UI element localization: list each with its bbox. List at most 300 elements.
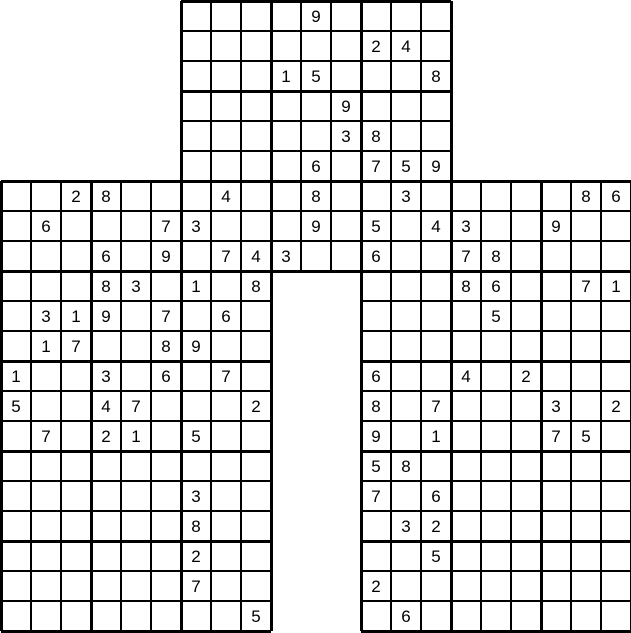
- sudoku-cell-r18-c9[interactable]: [241, 511, 271, 541]
- sudoku-cell-r16-c1[interactable]: [1, 451, 31, 481]
- sudoku-cell-r8-c1[interactable]: [1, 211, 31, 241]
- sudoku-cell-r15-c18[interactable]: [511, 421, 541, 451]
- sudoku-cell-r8-c18[interactable]: [511, 211, 541, 241]
- sudoku-cell-r13-c14[interactable]: [391, 361, 421, 391]
- sudoku-cell-r8-c9[interactable]: [241, 211, 271, 241]
- sudoku-cell-r14-c8[interactable]: [211, 391, 241, 421]
- sudoku-cell-r14-c1[interactable]: 5: [1, 391, 31, 421]
- sudoku-cell-r13-c16[interactable]: 4: [451, 361, 481, 391]
- sudoku-cell-r3-c8[interactable]: [211, 61, 241, 91]
- sudoku-cell-r21-c18[interactable]: [511, 601, 541, 631]
- sudoku-cell-r4-c8[interactable]: [211, 91, 241, 121]
- sudoku-cell-r11-c21[interactable]: [601, 301, 631, 331]
- sudoku-cell-r14-c9[interactable]: 2: [241, 391, 271, 421]
- sudoku-cell-r10-c5[interactable]: 3: [121, 271, 151, 301]
- sudoku-cell-r15-c15[interactable]: 1: [421, 421, 451, 451]
- sudoku-cell-r1-c15[interactable]: [421, 1, 451, 31]
- sudoku-cell-r20-c1[interactable]: [1, 571, 31, 601]
- sudoku-cell-r20-c14[interactable]: [391, 571, 421, 601]
- sudoku-cell-r7-c3[interactable]: 2: [61, 181, 91, 211]
- sudoku-cell-r2-c9[interactable]: [241, 31, 271, 61]
- sudoku-cell-r11-c15[interactable]: [421, 301, 451, 331]
- sudoku-cell-r3-c15[interactable]: 8: [421, 61, 451, 91]
- sudoku-cell-r8-c5[interactable]: [121, 211, 151, 241]
- sudoku-cell-r21-c4[interactable]: [91, 601, 121, 631]
- sudoku-cell-r11-c13[interactable]: [361, 301, 391, 331]
- sudoku-cell-r10-c14[interactable]: [391, 271, 421, 301]
- sudoku-cell-r9-c17[interactable]: 8: [481, 241, 511, 271]
- sudoku-cell-r16-c8[interactable]: [211, 451, 241, 481]
- sudoku-cell-r5-c7[interactable]: [181, 121, 211, 151]
- sudoku-cell-r15-c21[interactable]: [601, 421, 631, 451]
- sudoku-cell-r14-c5[interactable]: 7: [121, 391, 151, 421]
- sudoku-cell-r17-c19[interactable]: [541, 481, 571, 511]
- sudoku-cell-r17-c21[interactable]: [601, 481, 631, 511]
- sudoku-cell-r2-c8[interactable]: [211, 31, 241, 61]
- sudoku-cell-r11-c14[interactable]: [391, 301, 421, 331]
- sudoku-cell-r17-c3[interactable]: [61, 481, 91, 511]
- sudoku-cell-r9-c16[interactable]: 7: [451, 241, 481, 271]
- sudoku-cell-r16-c3[interactable]: [61, 451, 91, 481]
- sudoku-cell-r12-c2[interactable]: 1: [31, 331, 61, 361]
- sudoku-cell-r15-c8[interactable]: [211, 421, 241, 451]
- sudoku-cell-r5-c14[interactable]: [391, 121, 421, 151]
- sudoku-cell-r11-c17[interactable]: 5: [481, 301, 511, 331]
- sudoku-cell-r7-c8[interactable]: 4: [211, 181, 241, 211]
- sudoku-cell-r13-c5[interactable]: [121, 361, 151, 391]
- sudoku-cell-r12-c21[interactable]: [601, 331, 631, 361]
- sudoku-cell-r11-c1[interactable]: [1, 301, 31, 331]
- sudoku-cell-r7-c17[interactable]: [481, 181, 511, 211]
- sudoku-cell-r4-c15[interactable]: [421, 91, 451, 121]
- sudoku-cell-r11-c8[interactable]: 6: [211, 301, 241, 331]
- sudoku-cell-r6-c8[interactable]: [211, 151, 241, 181]
- sudoku-cell-r9-c14[interactable]: [391, 241, 421, 271]
- sudoku-cell-r14-c14[interactable]: [391, 391, 421, 421]
- sudoku-cell-r14-c4[interactable]: 4: [91, 391, 121, 421]
- sudoku-cell-r9-c8[interactable]: 7: [211, 241, 241, 271]
- sudoku-cell-r14-c17[interactable]: [481, 391, 511, 421]
- sudoku-cell-r17-c8[interactable]: [211, 481, 241, 511]
- sudoku-cell-r11-c18[interactable]: [511, 301, 541, 331]
- sudoku-cell-r5-c8[interactable]: [211, 121, 241, 151]
- sudoku-cell-r17-c18[interactable]: [511, 481, 541, 511]
- sudoku-cell-r16-c2[interactable]: [31, 451, 61, 481]
- sudoku-cell-r16-c6[interactable]: [151, 451, 181, 481]
- sudoku-cell-r3-c10[interactable]: 1: [271, 61, 301, 91]
- sudoku-cell-r9-c19[interactable]: [541, 241, 571, 271]
- sudoku-cell-r2-c12[interactable]: [331, 31, 361, 61]
- sudoku-cell-r16-c21[interactable]: [601, 451, 631, 481]
- sudoku-cell-r12-c14[interactable]: [391, 331, 421, 361]
- sudoku-cell-r8-c12[interactable]: [331, 211, 361, 241]
- sudoku-cell-r15-c19[interactable]: 7: [541, 421, 571, 451]
- sudoku-cell-r17-c4[interactable]: [91, 481, 121, 511]
- sudoku-cell-r21-c8[interactable]: [211, 601, 241, 631]
- sudoku-cell-r18-c16[interactable]: [451, 511, 481, 541]
- sudoku-cell-r16-c4[interactable]: [91, 451, 121, 481]
- sudoku-cell-r5-c12[interactable]: 3: [331, 121, 361, 151]
- sudoku-cell-r15-c7[interactable]: 5: [181, 421, 211, 451]
- sudoku-cell-r8-c13[interactable]: 5: [361, 211, 391, 241]
- sudoku-cell-r9-c11[interactable]: [301, 241, 331, 271]
- sudoku-cell-r14-c13[interactable]: 8: [361, 391, 391, 421]
- sudoku-cell-r2-c15[interactable]: [421, 31, 451, 61]
- sudoku-cell-r10-c17[interactable]: 6: [481, 271, 511, 301]
- sudoku-cell-r18-c21[interactable]: [601, 511, 631, 541]
- sudoku-cell-r18-c2[interactable]: [31, 511, 61, 541]
- sudoku-cell-r11-c3[interactable]: 1: [61, 301, 91, 331]
- sudoku-cell-r6-c10[interactable]: [271, 151, 301, 181]
- sudoku-cell-r8-c15[interactable]: 4: [421, 211, 451, 241]
- sudoku-cell-r10-c7[interactable]: 1: [181, 271, 211, 301]
- sudoku-cell-r16-c15[interactable]: [421, 451, 451, 481]
- sudoku-cell-r1-c9[interactable]: [241, 1, 271, 31]
- sudoku-cell-r7-c2[interactable]: [31, 181, 61, 211]
- sudoku-cell-r7-c18[interactable]: [511, 181, 541, 211]
- sudoku-cell-r13-c4[interactable]: 3: [91, 361, 121, 391]
- sudoku-cell-r4-c13[interactable]: [361, 91, 391, 121]
- sudoku-cell-r19-c13[interactable]: [361, 541, 391, 571]
- sudoku-cell-r3-c11[interactable]: 5: [301, 61, 331, 91]
- sudoku-cell-r7-c14[interactable]: 3: [391, 181, 421, 211]
- sudoku-cell-r6-c14[interactable]: 5: [391, 151, 421, 181]
- sudoku-cell-r9-c18[interactable]: [511, 241, 541, 271]
- sudoku-cell-r10-c1[interactable]: [1, 271, 31, 301]
- sudoku-cell-r13-c15[interactable]: [421, 361, 451, 391]
- sudoku-cell-r21-c15[interactable]: [421, 601, 451, 631]
- sudoku-cell-r17-c15[interactable]: 6: [421, 481, 451, 511]
- sudoku-cell-r12-c17[interactable]: [481, 331, 511, 361]
- sudoku-cell-r13-c9[interactable]: [241, 361, 271, 391]
- sudoku-cell-r15-c20[interactable]: 5: [571, 421, 601, 451]
- sudoku-cell-r10-c2[interactable]: [31, 271, 61, 301]
- sudoku-cell-r10-c18[interactable]: [511, 271, 541, 301]
- sudoku-cell-r7-c20[interactable]: 8: [571, 181, 601, 211]
- sudoku-cell-r10-c13[interactable]: [361, 271, 391, 301]
- sudoku-cell-r13-c8[interactable]: 7: [211, 361, 241, 391]
- sudoku-cell-r18-c5[interactable]: [121, 511, 151, 541]
- sudoku-cell-r21-c17[interactable]: [481, 601, 511, 631]
- sudoku-cell-r19-c9[interactable]: [241, 541, 271, 571]
- sudoku-cell-r8-c2[interactable]: 6: [31, 211, 61, 241]
- sudoku-cell-r12-c19[interactable]: [541, 331, 571, 361]
- sudoku-cell-r21-c20[interactable]: [571, 601, 601, 631]
- sudoku-cell-r15-c13[interactable]: 9: [361, 421, 391, 451]
- sudoku-cell-r12-c4[interactable]: [91, 331, 121, 361]
- sudoku-cell-r17-c16[interactable]: [451, 481, 481, 511]
- sudoku-cell-r9-c10[interactable]: 3: [271, 241, 301, 271]
- sudoku-cell-r9-c5[interactable]: [121, 241, 151, 271]
- sudoku-cell-r18-c7[interactable]: 8: [181, 511, 211, 541]
- sudoku-cell-r14-c16[interactable]: [451, 391, 481, 421]
- sudoku-cell-r14-c19[interactable]: 3: [541, 391, 571, 421]
- sudoku-cell-r8-c16[interactable]: 3: [451, 211, 481, 241]
- sudoku-cell-r3-c14[interactable]: [391, 61, 421, 91]
- sudoku-cell-r7-c15[interactable]: [421, 181, 451, 211]
- sudoku-cell-r17-c17[interactable]: [481, 481, 511, 511]
- sudoku-cell-r8-c8[interactable]: [211, 211, 241, 241]
- sudoku-cell-r7-c5[interactable]: [121, 181, 151, 211]
- sudoku-cell-r11-c2[interactable]: 3: [31, 301, 61, 331]
- sudoku-cell-r15-c5[interactable]: 1: [121, 421, 151, 451]
- sudoku-cell-r20-c5[interactable]: [121, 571, 151, 601]
- sudoku-cell-r14-c15[interactable]: 7: [421, 391, 451, 421]
- sudoku-cell-r15-c4[interactable]: 2: [91, 421, 121, 451]
- sudoku-cell-r1-c7[interactable]: [181, 1, 211, 31]
- sudoku-cell-r19-c2[interactable]: [31, 541, 61, 571]
- sudoku-cell-r20-c18[interactable]: [511, 571, 541, 601]
- sudoku-cell-r10-c19[interactable]: [541, 271, 571, 301]
- sudoku-cell-r9-c2[interactable]: [31, 241, 61, 271]
- sudoku-cell-r9-c1[interactable]: [1, 241, 31, 271]
- sudoku-cell-r8-c7[interactable]: 3: [181, 211, 211, 241]
- sudoku-cell-r2-c14[interactable]: 4: [391, 31, 421, 61]
- sudoku-cell-r8-c10[interactable]: [271, 211, 301, 241]
- sudoku-cell-r19-c14[interactable]: [391, 541, 421, 571]
- sudoku-cell-r19-c18[interactable]: [511, 541, 541, 571]
- sudoku-cell-r16-c16[interactable]: [451, 451, 481, 481]
- sudoku-cell-r11-c5[interactable]: [121, 301, 151, 331]
- sudoku-cell-r19-c15[interactable]: 5: [421, 541, 451, 571]
- sudoku-cell-r16-c5[interactable]: [121, 451, 151, 481]
- sudoku-cell-r17-c5[interactable]: [121, 481, 151, 511]
- sudoku-cell-r16-c17[interactable]: [481, 451, 511, 481]
- sudoku-cell-r10-c16[interactable]: 8: [451, 271, 481, 301]
- sudoku-cell-r7-c7[interactable]: [181, 181, 211, 211]
- sudoku-cell-r13-c18[interactable]: 2: [511, 361, 541, 391]
- sudoku-cell-r20-c7[interactable]: 7: [181, 571, 211, 601]
- sudoku-cell-r21-c16[interactable]: [451, 601, 481, 631]
- sudoku-cell-r14-c21[interactable]: 2: [601, 391, 631, 421]
- sudoku-cell-r9-c6[interactable]: 9: [151, 241, 181, 271]
- sudoku-cell-r8-c11[interactable]: 9: [301, 211, 331, 241]
- sudoku-cell-r17-c1[interactable]: [1, 481, 31, 511]
- sudoku-cell-r18-c19[interactable]: [541, 511, 571, 541]
- sudoku-cell-r13-c7[interactable]: [181, 361, 211, 391]
- sudoku-cell-r9-c3[interactable]: [61, 241, 91, 271]
- sudoku-cell-r3-c9[interactable]: [241, 61, 271, 91]
- sudoku-cell-r16-c9[interactable]: [241, 451, 271, 481]
- sudoku-cell-r19-c4[interactable]: [91, 541, 121, 571]
- sudoku-cell-r20-c8[interactable]: [211, 571, 241, 601]
- sudoku-cell-r13-c3[interactable]: [61, 361, 91, 391]
- sudoku-cell-r21-c6[interactable]: [151, 601, 181, 631]
- sudoku-cell-r14-c7[interactable]: [181, 391, 211, 421]
- sudoku-cell-r17-c2[interactable]: [31, 481, 61, 511]
- sudoku-cell-r19-c21[interactable]: [601, 541, 631, 571]
- sudoku-cell-r10-c4[interactable]: 8: [91, 271, 121, 301]
- sudoku-cell-r7-c4[interactable]: 8: [91, 181, 121, 211]
- sudoku-cell-r19-c3[interactable]: [61, 541, 91, 571]
- sudoku-cell-r21-c1[interactable]: [1, 601, 31, 631]
- sudoku-cell-r7-c11[interactable]: 8: [301, 181, 331, 211]
- sudoku-cell-r9-c4[interactable]: 6: [91, 241, 121, 271]
- sudoku-cell-r2-c10[interactable]: [271, 31, 301, 61]
- sudoku-cell-r13-c21[interactable]: [601, 361, 631, 391]
- sudoku-cell-r19-c7[interactable]: 2: [181, 541, 211, 571]
- sudoku-cell-r12-c8[interactable]: [211, 331, 241, 361]
- sudoku-cell-r19-c8[interactable]: [211, 541, 241, 571]
- sudoku-cell-r21-c7[interactable]: [181, 601, 211, 631]
- sudoku-cell-r8-c6[interactable]: 7: [151, 211, 181, 241]
- sudoku-cell-r12-c9[interactable]: [241, 331, 271, 361]
- sudoku-cell-r13-c19[interactable]: [541, 361, 571, 391]
- sudoku-cell-r8-c20[interactable]: [571, 211, 601, 241]
- sudoku-cell-r18-c14[interactable]: 3: [391, 511, 421, 541]
- sudoku-cell-r7-c13[interactable]: [361, 181, 391, 211]
- sudoku-cell-r19-c5[interactable]: [121, 541, 151, 571]
- sudoku-cell-r11-c20[interactable]: [571, 301, 601, 331]
- sudoku-cell-r3-c7[interactable]: [181, 61, 211, 91]
- sudoku-cell-r1-c11[interactable]: 9: [301, 1, 331, 31]
- sudoku-cell-r8-c3[interactable]: [61, 211, 91, 241]
- sudoku-cell-r5-c13[interactable]: 8: [361, 121, 391, 151]
- sudoku-cell-r20-c4[interactable]: [91, 571, 121, 601]
- sudoku-cell-r17-c20[interactable]: [571, 481, 601, 511]
- sudoku-cell-r18-c13[interactable]: [361, 511, 391, 541]
- sudoku-cell-r4-c10[interactable]: [271, 91, 301, 121]
- sudoku-cell-r7-c19[interactable]: [541, 181, 571, 211]
- sudoku-cell-r14-c18[interactable]: [511, 391, 541, 421]
- sudoku-cell-r6-c13[interactable]: 7: [361, 151, 391, 181]
- sudoku-cell-r15-c1[interactable]: [1, 421, 31, 451]
- sudoku-cell-r19-c6[interactable]: [151, 541, 181, 571]
- sudoku-cell-r18-c4[interactable]: [91, 511, 121, 541]
- sudoku-cell-r14-c3[interactable]: [61, 391, 91, 421]
- sudoku-cell-r13-c20[interactable]: [571, 361, 601, 391]
- sudoku-cell-r9-c15[interactable]: [421, 241, 451, 271]
- sudoku-cell-r15-c16[interactable]: [451, 421, 481, 451]
- sudoku-cell-r19-c16[interactable]: [451, 541, 481, 571]
- sudoku-cell-r12-c13[interactable]: [361, 331, 391, 361]
- sudoku-cell-r3-c12[interactable]: [331, 61, 361, 91]
- sudoku-cell-r13-c2[interactable]: [31, 361, 61, 391]
- sudoku-cell-r2-c7[interactable]: [181, 31, 211, 61]
- sudoku-cell-r11-c19[interactable]: [541, 301, 571, 331]
- sudoku-cell-r8-c21[interactable]: [601, 211, 631, 241]
- sudoku-cell-r5-c11[interactable]: [301, 121, 331, 151]
- sudoku-cell-r7-c12[interactable]: [331, 181, 361, 211]
- sudoku-cell-r5-c10[interactable]: [271, 121, 301, 151]
- sudoku-cell-r10-c20[interactable]: 7: [571, 271, 601, 301]
- sudoku-cell-r8-c14[interactable]: [391, 211, 421, 241]
- sudoku-cell-r21-c9[interactable]: 5: [241, 601, 271, 631]
- sudoku-cell-r17-c7[interactable]: 3: [181, 481, 211, 511]
- sudoku-cell-r21-c14[interactable]: 6: [391, 601, 421, 631]
- sudoku-cell-r11-c6[interactable]: 7: [151, 301, 181, 331]
- sudoku-cell-r11-c4[interactable]: 9: [91, 301, 121, 331]
- sudoku-cell-r7-c16[interactable]: [451, 181, 481, 211]
- sudoku-cell-r18-c6[interactable]: [151, 511, 181, 541]
- sudoku-cell-r13-c6[interactable]: 6: [151, 361, 181, 391]
- sudoku-cell-r14-c2[interactable]: [31, 391, 61, 421]
- sudoku-cell-r2-c11[interactable]: [301, 31, 331, 61]
- sudoku-cell-r7-c1[interactable]: [1, 181, 31, 211]
- sudoku-cell-r20-c6[interactable]: [151, 571, 181, 601]
- sudoku-cell-r12-c20[interactable]: [571, 331, 601, 361]
- sudoku-cell-r7-c10[interactable]: [271, 181, 301, 211]
- sudoku-cell-r16-c13[interactable]: 5: [361, 451, 391, 481]
- sudoku-cell-r10-c3[interactable]: [61, 271, 91, 301]
- sudoku-cell-r11-c7[interactable]: [181, 301, 211, 331]
- sudoku-cell-r14-c20[interactable]: [571, 391, 601, 421]
- sudoku-cell-r9-c12[interactable]: [331, 241, 361, 271]
- sudoku-cell-r12-c15[interactable]: [421, 331, 451, 361]
- sudoku-cell-r4-c11[interactable]: [301, 91, 331, 121]
- sudoku-cell-r12-c1[interactable]: [1, 331, 31, 361]
- sudoku-cell-r4-c7[interactable]: [181, 91, 211, 121]
- sudoku-cell-r4-c12[interactable]: 9: [331, 91, 361, 121]
- sudoku-cell-r12-c18[interactable]: [511, 331, 541, 361]
- sudoku-cell-r6-c7[interactable]: [181, 151, 211, 181]
- sudoku-cell-r21-c13[interactable]: [361, 601, 391, 631]
- sudoku-cell-r16-c14[interactable]: 8: [391, 451, 421, 481]
- sudoku-cell-r5-c15[interactable]: [421, 121, 451, 151]
- sudoku-cell-r3-c13[interactable]: [361, 61, 391, 91]
- sudoku-cell-r20-c16[interactable]: [451, 571, 481, 601]
- sudoku-cell-r7-c21[interactable]: 6: [601, 181, 631, 211]
- sudoku-cell-r6-c12[interactable]: [331, 151, 361, 181]
- sudoku-cell-r10-c8[interactable]: [211, 271, 241, 301]
- sudoku-cell-r9-c20[interactable]: [571, 241, 601, 271]
- sudoku-cell-r4-c14[interactable]: [391, 91, 421, 121]
- sudoku-cell-r11-c16[interactable]: [451, 301, 481, 331]
- sudoku-cell-r18-c3[interactable]: [61, 511, 91, 541]
- sudoku-cell-r20-c3[interactable]: [61, 571, 91, 601]
- sudoku-cell-r1-c10[interactable]: [271, 1, 301, 31]
- sudoku-cell-r10-c6[interactable]: [151, 271, 181, 301]
- sudoku-cell-r15-c9[interactable]: [241, 421, 271, 451]
- sudoku-cell-r20-c9[interactable]: [241, 571, 271, 601]
- sudoku-cell-r7-c9[interactable]: [241, 181, 271, 211]
- sudoku-cell-r9-c13[interactable]: 6: [361, 241, 391, 271]
- sudoku-cell-r18-c1[interactable]: [1, 511, 31, 541]
- sudoku-cell-r20-c20[interactable]: [571, 571, 601, 601]
- sudoku-cell-r17-c13[interactable]: 7: [361, 481, 391, 511]
- sudoku-cell-r19-c19[interactable]: [541, 541, 571, 571]
- sudoku-cell-r4-c9[interactable]: [241, 91, 271, 121]
- sudoku-cell-r18-c17[interactable]: [481, 511, 511, 541]
- sudoku-cell-r2-c13[interactable]: 2: [361, 31, 391, 61]
- sudoku-cell-r12-c7[interactable]: 9: [181, 331, 211, 361]
- sudoku-cell-r6-c9[interactable]: [241, 151, 271, 181]
- sudoku-cell-r14-c6[interactable]: [151, 391, 181, 421]
- sudoku-cell-r19-c1[interactable]: [1, 541, 31, 571]
- sudoku-cell-r13-c17[interactable]: [481, 361, 511, 391]
- sudoku-cell-r19-c20[interactable]: [571, 541, 601, 571]
- sudoku-cell-r20-c15[interactable]: [421, 571, 451, 601]
- sudoku-cell-r18-c18[interactable]: [511, 511, 541, 541]
- sudoku-cell-r11-c9[interactable]: [241, 301, 271, 331]
- sudoku-cell-r18-c15[interactable]: 2: [421, 511, 451, 541]
- sudoku-cell-r20-c13[interactable]: 2: [361, 571, 391, 601]
- sudoku-cell-r1-c8[interactable]: [211, 1, 241, 31]
- sudoku-cell-r10-c9[interactable]: 8: [241, 271, 271, 301]
- sudoku-cell-r12-c16[interactable]: [451, 331, 481, 361]
- sudoku-cell-r9-c7[interactable]: [181, 241, 211, 271]
- sudoku-cell-r6-c11[interactable]: 6: [301, 151, 331, 181]
- sudoku-cell-r17-c9[interactable]: [241, 481, 271, 511]
- sudoku-cell-r15-c14[interactable]: [391, 421, 421, 451]
- sudoku-cell-r15-c2[interactable]: 7: [31, 421, 61, 451]
- sudoku-cell-r15-c17[interactable]: [481, 421, 511, 451]
- sudoku-cell-r12-c3[interactable]: 7: [61, 331, 91, 361]
- sudoku-cell-r18-c20[interactable]: [571, 511, 601, 541]
- sudoku-cell-r6-c15[interactable]: 9: [421, 151, 451, 181]
- sudoku-cell-r10-c21[interactable]: 1: [601, 271, 631, 301]
- sudoku-cell-r13-c1[interactable]: 1: [1, 361, 31, 391]
